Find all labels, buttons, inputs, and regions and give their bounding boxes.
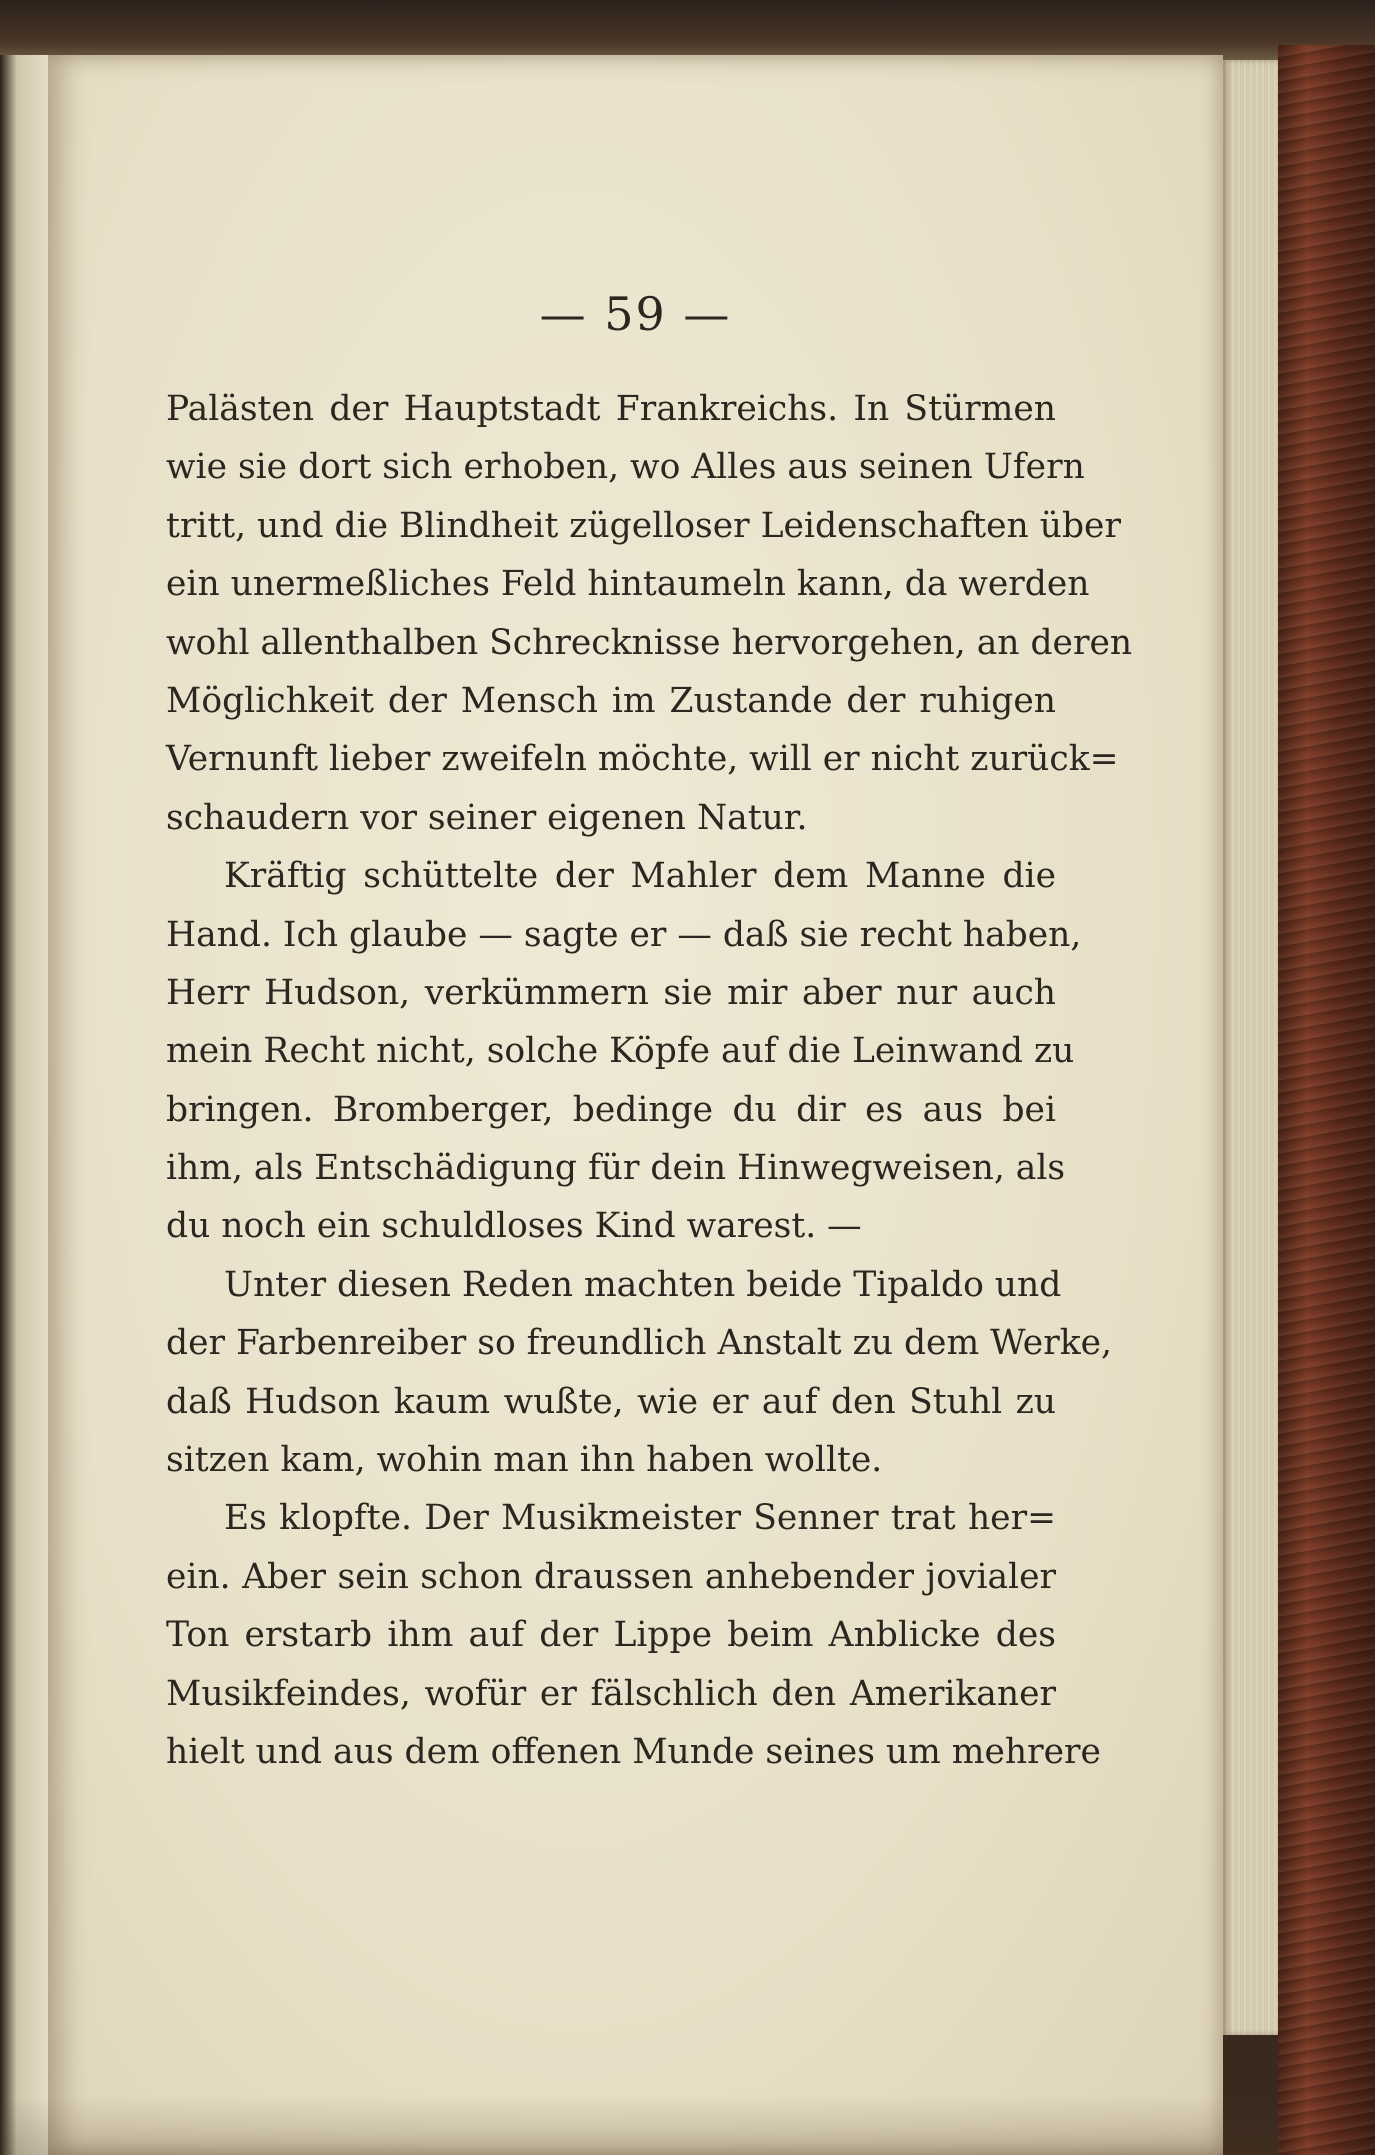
text-line: Möglichkeit der Mensch im Zustande der ruhigen <box>166 680 1056 721</box>
text-line: tritt, und die Blindheit zügelloser Leidenschaften über <box>166 505 1121 546</box>
text-line: ihm, als Entschädigung für dein Hinwegweisen, als <box>166 1148 1066 1189</box>
page-number: — 59 — <box>539 287 732 341</box>
text-line: Es klopfte. Der Musikmeister Senner trat her= <box>224 1498 1056 1539</box>
paragraph <box>166 847 1082 1256</box>
text-line: sitzen kam, wohin man ihn haben wollte. <box>166 1440 883 1481</box>
text-line: wohl allenthalben Schrecknisse hervorgehen, an deren <box>166 622 1133 663</box>
page-bottom-shadow <box>0 2095 1280 2155</box>
text-line: der Farbenreiber so freundlich Anstalt zu dem Werke, <box>166 1323 1112 1364</box>
text-line: bringen. Bromberger, bedinge du dir es aus bei <box>166 1089 1056 1130</box>
book-page <box>48 55 1223 2155</box>
text-line: ein. Aber sein schon draussen anhebender jovialer <box>166 1556 1056 1597</box>
text-line: Ton erstarb ihm auf der Lippe beim Anblicke des <box>166 1615 1056 1656</box>
text-line: schaudern vor seiner eigenen Natur. <box>166 797 808 838</box>
text-line: Hand. Ich glaube — sagte er — daß sie recht haben, <box>166 914 1082 955</box>
text-line: Unter diesen Reden machten beide Tipaldo und <box>224 1264 1062 1305</box>
paragraph <box>166 1256 1112 1490</box>
paragraph <box>166 380 1133 847</box>
text-line: Palästen der Hauptstadt Frankreichs. In Stürmen <box>166 389 1056 429</box>
text-line: ein unermeßliches Feld hintaumeln kann, da werden <box>166 564 1090 605</box>
body-text <box>166 380 1133 1781</box>
text-line: Musikfeindes, wofür er fälschlich den Amerikaner <box>166 1673 1056 1714</box>
book-cover-edge <box>1278 45 1375 2155</box>
book-top-edge <box>0 0 1375 60</box>
text-line: Vernunft lieber zweifeln möchte, will er nicht zurück= <box>166 739 1119 780</box>
text-line: du noch ein schuldloses Kind warest. — <box>166 1206 862 1247</box>
facing-page-edge <box>0 55 48 2155</box>
text-line: daß Hudson kaum wußte, wie er auf den Stuhl zu <box>166 1381 1056 1422</box>
text-line: Kräftig schüttelte der Mahler dem Manne die <box>224 856 1056 897</box>
text-line: wie sie dort sich erhoben, wo Alles aus seinen Ufern <box>166 447 1085 488</box>
text-line: hielt und aus dem offenen Munde seines um mehrere <box>166 1731 1101 1772</box>
text-line: mein Recht nicht, solche Köpfe auf die Leinwand zu <box>166 1031 1075 1072</box>
page-stack-edge <box>1223 60 1278 2035</box>
text-line: Herr Hudson, verkümmern sie mir aber nur auch <box>166 972 1056 1013</box>
paragraph <box>166 1489 1101 1781</box>
